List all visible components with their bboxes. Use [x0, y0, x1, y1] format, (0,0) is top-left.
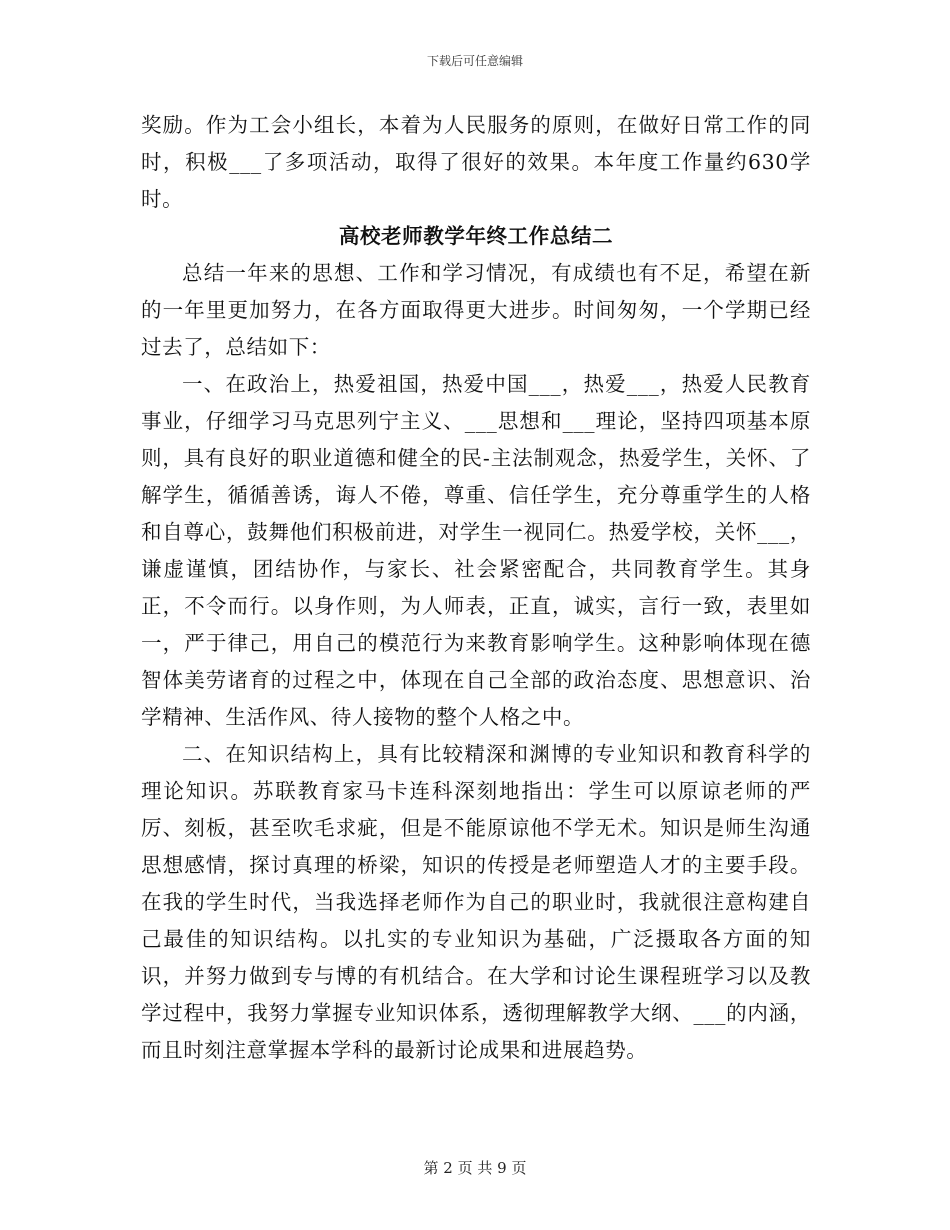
section-title: 高校老师教学年终工作总结二 — [338, 224, 614, 248]
knowledge-paragraph: 二、在知识结构上，具有比较精深和渊博的专业知识和教育科学的理论知识。苏联教育家马卡连科深刻地指出：学生可以原谅老师的严厉、刻板，甚至吹毛求疵，但是不能原谅他不学无术。知识是师生沟通思想感情，探讨真理的桥梁，知识的传授是老师塑造人才的主要手段。在我的学生时代，当我选择老师作为自己的职业时，我就很注意构建自己最佳的知识结构。以扎实的专业知识为基础，广泛摄取各方面的知识，并努力做到专与博的有机结合。在大学和讨论生课程班学习以及教学过程中，我努力掌握专业知识体系，透彻理解教学大纲、___的内涵，而且时刻注意掌握本学科的最新讨论成果和进展趋势。 — [141, 742, 811, 1062]
document-body — [141, 107, 811, 1069]
intro-paragraph: 总结一年来的思想、工作和学习情况，有成绩也有不足，希望在新的一年里更加努力，在各方面取得更大进步。时间匆匆，一个学期已经过去了，总结如下： — [141, 261, 811, 359]
politics-paragraph: 一、在政治上，热爱祖国，热爱中国___，热爱___，热爱人民教育事业，仔细学习马克思列宁主义、___思想和___理论，坚持四项基本原则，具有良好的职业道德和健全的民-主法制观念，热爱学生，关怀、了解学生，循循善诱，诲人不倦，尊重、信任学生，充分尊重学生的人格和自尊心，鼓舞他们积极前进，对学生一视同仁。热爱学校，关怀___，谦虚谨慎，团结协作，与家长、社会紧密配合，共同教育学生。其身正，不令而行。以身作则，为人师表，正直，诚实，言行一致，表里如一，严于律己，用自己的模范行为来教育影响学生。这种影响体现在德智体美劳诸育的过程之中，体现在自己全部的政治态度、思想意识、治学精神、生活作风、待人接物的整个人格之中。 — [141, 372, 811, 729]
page-number: 第 2 页 共 9 页 — [423, 1159, 527, 1177]
header-note: 下载后可任意编辑 — [426, 54, 523, 68]
continuation-paragraph: 奖励。作为工会小组长，本着为人民服务的原则，在做好日常工作的同时，积极___了多项活动，取得了很好的效果。本年度工作量约630学时。 — [141, 113, 811, 211]
